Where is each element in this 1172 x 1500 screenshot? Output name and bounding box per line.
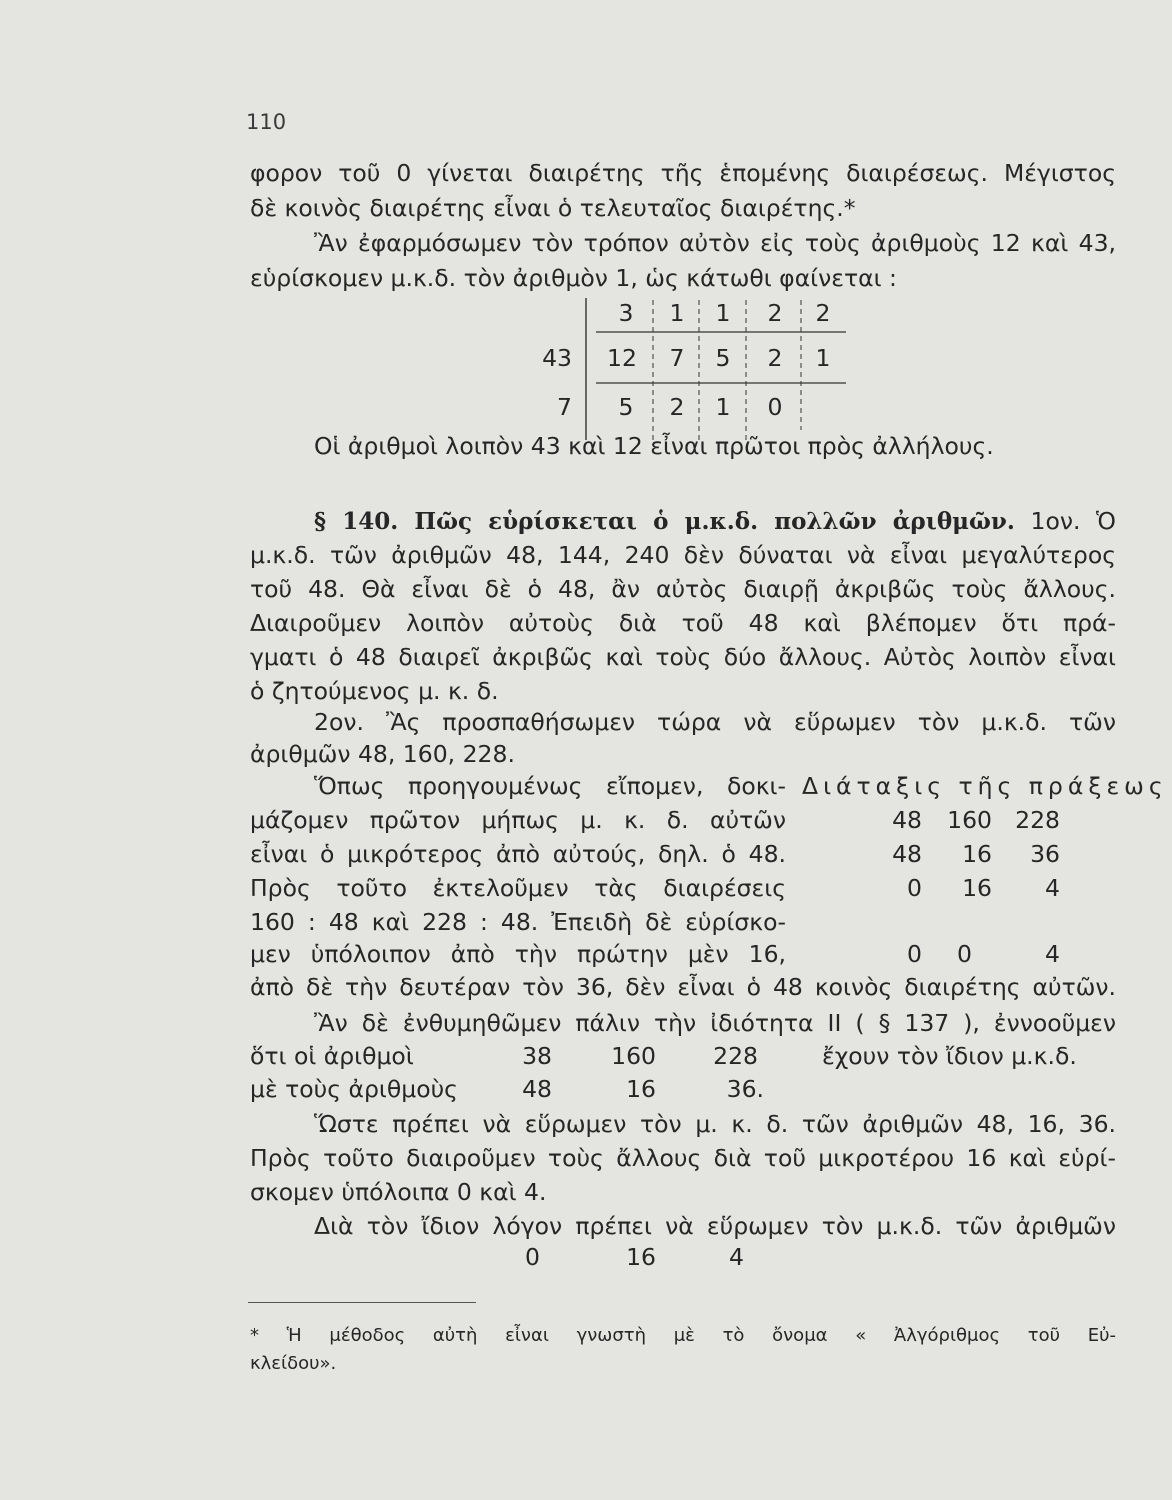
text-line: Πρὸς τοῦτο διαιροῦμεν τοὺς ἄλλους διὰ τοῦ μικροτέρου 16 καὶ εὑρί- <box>250 1144 1116 1172</box>
text-line: Ἂν δὲ ἐνθυμηθῶμεν πάλιν τὴν ἰδιότητα II ( § 137 ), ἐννοοῦμεν <box>314 1009 1116 1037</box>
compare-num: 228 <box>713 1042 758 1070</box>
row-label: 43 <box>542 344 572 372</box>
text-line: ἀπὸ δὲ τὴν δευτέραν τὸν 36, δὲν εἶναι ὁ 48 κοινὸς διαιρέτης αὐτῶν. <box>250 973 1116 1001</box>
text-line: ἀριθμῶν 48, 160, 228. <box>250 740 515 768</box>
text-line: μ.κ.δ. τῶν ἀριθμῶν 48, 144, 240 δὲν δύναται νὰ εἶναι μεγαλύτερος <box>250 541 1116 569</box>
remainder-cell: 5 <box>618 393 634 421</box>
arrangement-cell: 48 <box>892 806 922 834</box>
compare-tail: ἔχουν τὸν ἴδιον μ.κ.δ. <box>822 1042 1077 1070</box>
text-line: Διαιροῦμεν λοιπὸν αὐτοὺς διὰ τοῦ 48 καὶ βλέπομεν ὅτι πρά- <box>250 609 1116 637</box>
text-line: εὑρίσκομεν μ.κ.δ. τὸν ἀριθμὸν 1, ὡς κάτωθι φαίνεται : <box>250 264 897 292</box>
text-line: φορον τοῦ 0 γίνεται διαιρέτης τῆς ἑπομένης διαιρέσεως. Μέγιστος <box>250 159 1116 187</box>
text-line: δὲ κοινὸς διαιρέτης εἶναι ὁ τελευταῖος διαιρέτης.* <box>250 194 856 222</box>
text-line: 2ον. Ἂς προσπαθήσωμεν τώρα νὰ εὕρωμεν τὸν μ.κ.δ. τῶν <box>314 708 1116 736</box>
final-num: 16 <box>626 1243 656 1271</box>
footnote-line: * Ἡ μέθοδος αὐτὴ εἶναι γνωστὴ μὲ τὸ ὄνομα « Ἀλγόριθμος τοῦ Εὐ- <box>250 1325 1116 1346</box>
text-line: Ὅπως προηγουμένως εἴπομεν, δοκι- <box>314 772 786 800</box>
page-number: 110 <box>246 110 287 134</box>
arrangement-cell: 0 <box>907 940 922 968</box>
divisor-cell: 12 <box>607 344 637 372</box>
section-heading: § 140. Πῶς εὑρίσκεται ὁ μ.κ.δ. πολλῶν ἀριθμῶν. <box>314 508 1015 535</box>
compare-num: 160 <box>611 1042 656 1070</box>
quotient-cell: 2 <box>767 299 783 327</box>
text-line: Ὥστε πρέπει νὰ εὕρωμεν τὸν μ. κ. δ. τῶν ἀριθμῶν 48, 16, 36. <box>314 1110 1116 1138</box>
text-line: Ἂν ἐφαρμόσωμεν τὸν τρόπον αὐτὸν εἰς τοὺς ἀριθμοὺς 12 καὶ 43, <box>314 229 1116 257</box>
text-line: ὁ ζητούμενος μ. κ. δ. <box>250 677 499 705</box>
arrangement-cell: 48 <box>892 840 922 868</box>
compare-lead: μὲ τοὺς ἀριθμοὺς <box>250 1075 458 1103</box>
divisor-cell: 1 <box>815 344 831 372</box>
footnote-line: κλείδου». <box>250 1353 337 1374</box>
arrangement-cell: 4 <box>1045 940 1060 968</box>
arrangement-cell: 0 <box>907 874 922 902</box>
arrangement-cell: 160 <box>947 806 992 834</box>
text-line: σκομεν ὑπόλοιπα 0 καὶ 4. <box>250 1178 547 1206</box>
arrangement-cell: 16 <box>962 874 992 902</box>
remainder-cell: 1 <box>715 393 731 421</box>
footnote-rule <box>248 1302 476 1303</box>
row-label: 7 <box>557 393 572 421</box>
final-num: 4 <box>729 1243 744 1271</box>
text-line: Πρὸς τοῦτο ἐκτελοῦμεν τὰς διαιρέσεις <box>250 874 786 902</box>
compare-num: 16 <box>626 1075 656 1103</box>
remainder-cell: 2 <box>669 393 685 421</box>
text-line: εἶναι ὁ μικρότερος ἀπὸ αὐτούς, δηλ. ὁ 48. <box>250 840 786 868</box>
divisor-cell: 2 <box>767 344 783 372</box>
quotient-cell: 1 <box>715 299 731 327</box>
remainder-cell: 0 <box>767 393 783 421</box>
conclusion-line: Οἱ ἀριθμοὶ λοιπὸν 43 καὶ 12 εἶναι πρῶτοι πρὸς ἀλλήλους. <box>314 432 994 460</box>
text-line: 160 : 48 καὶ 228 : 48. Ἐπειδὴ δὲ εὑρίσκο- <box>250 908 786 936</box>
section-heading-line <box>314 504 1116 539</box>
final-num: 0 <box>525 1243 540 1271</box>
text-line: μάζομεν πρῶτον μήπως μ. κ. δ. αὐτῶν <box>250 806 786 834</box>
quotient-cell: 3 <box>618 299 634 327</box>
text-line: Διὰ τὸν ἴδιον λόγον πρέπει νὰ εὕρωμεν τὸν μ.κ.δ. τῶν ἀριθμῶν <box>314 1212 1116 1240</box>
quotient-cell: 2 <box>815 299 831 327</box>
arrangement-title: Διάταξις τῆς πράξεως <box>802 772 1168 800</box>
compare-num: 48 <box>522 1075 552 1103</box>
compare-lead: ὅτι οἱ ἀριθμοὶ <box>250 1042 414 1070</box>
arrangement-cell: 16 <box>962 840 992 868</box>
section-heading-tail: 1ον. Ὁ <box>1030 507 1116 535</box>
divisor-cell: 5 <box>715 344 731 372</box>
text-line: μεν ὑπόλοιπον ἀπὸ τὴν πρώτην μὲν 16, <box>250 940 786 968</box>
arrangement-cell: 0 <box>957 940 972 968</box>
compare-num: 38 <box>522 1042 552 1070</box>
arrangement-cell: 228 <box>1015 806 1060 834</box>
text-line: γματι ὁ 48 διαιρεῖ ἀκριβῶς καὶ τοὺς δύο ἄλλους. Αὐτὸς λοιπὸν εἶναι <box>250 643 1116 671</box>
divisor-cell: 7 <box>669 344 685 372</box>
compare-num: 36. <box>726 1075 764 1103</box>
arrangement-cell: 36 <box>1030 840 1060 868</box>
quotient-cell: 1 <box>669 299 685 327</box>
arrangement-cell: 4 <box>1045 874 1060 902</box>
text-line: τοῦ 48. Θὰ εἶναι δὲ ὁ 48, ἂν αὐτὸς διαιρῇ ἀκριβῶς τοὺς ἄλλους. <box>250 575 1116 603</box>
